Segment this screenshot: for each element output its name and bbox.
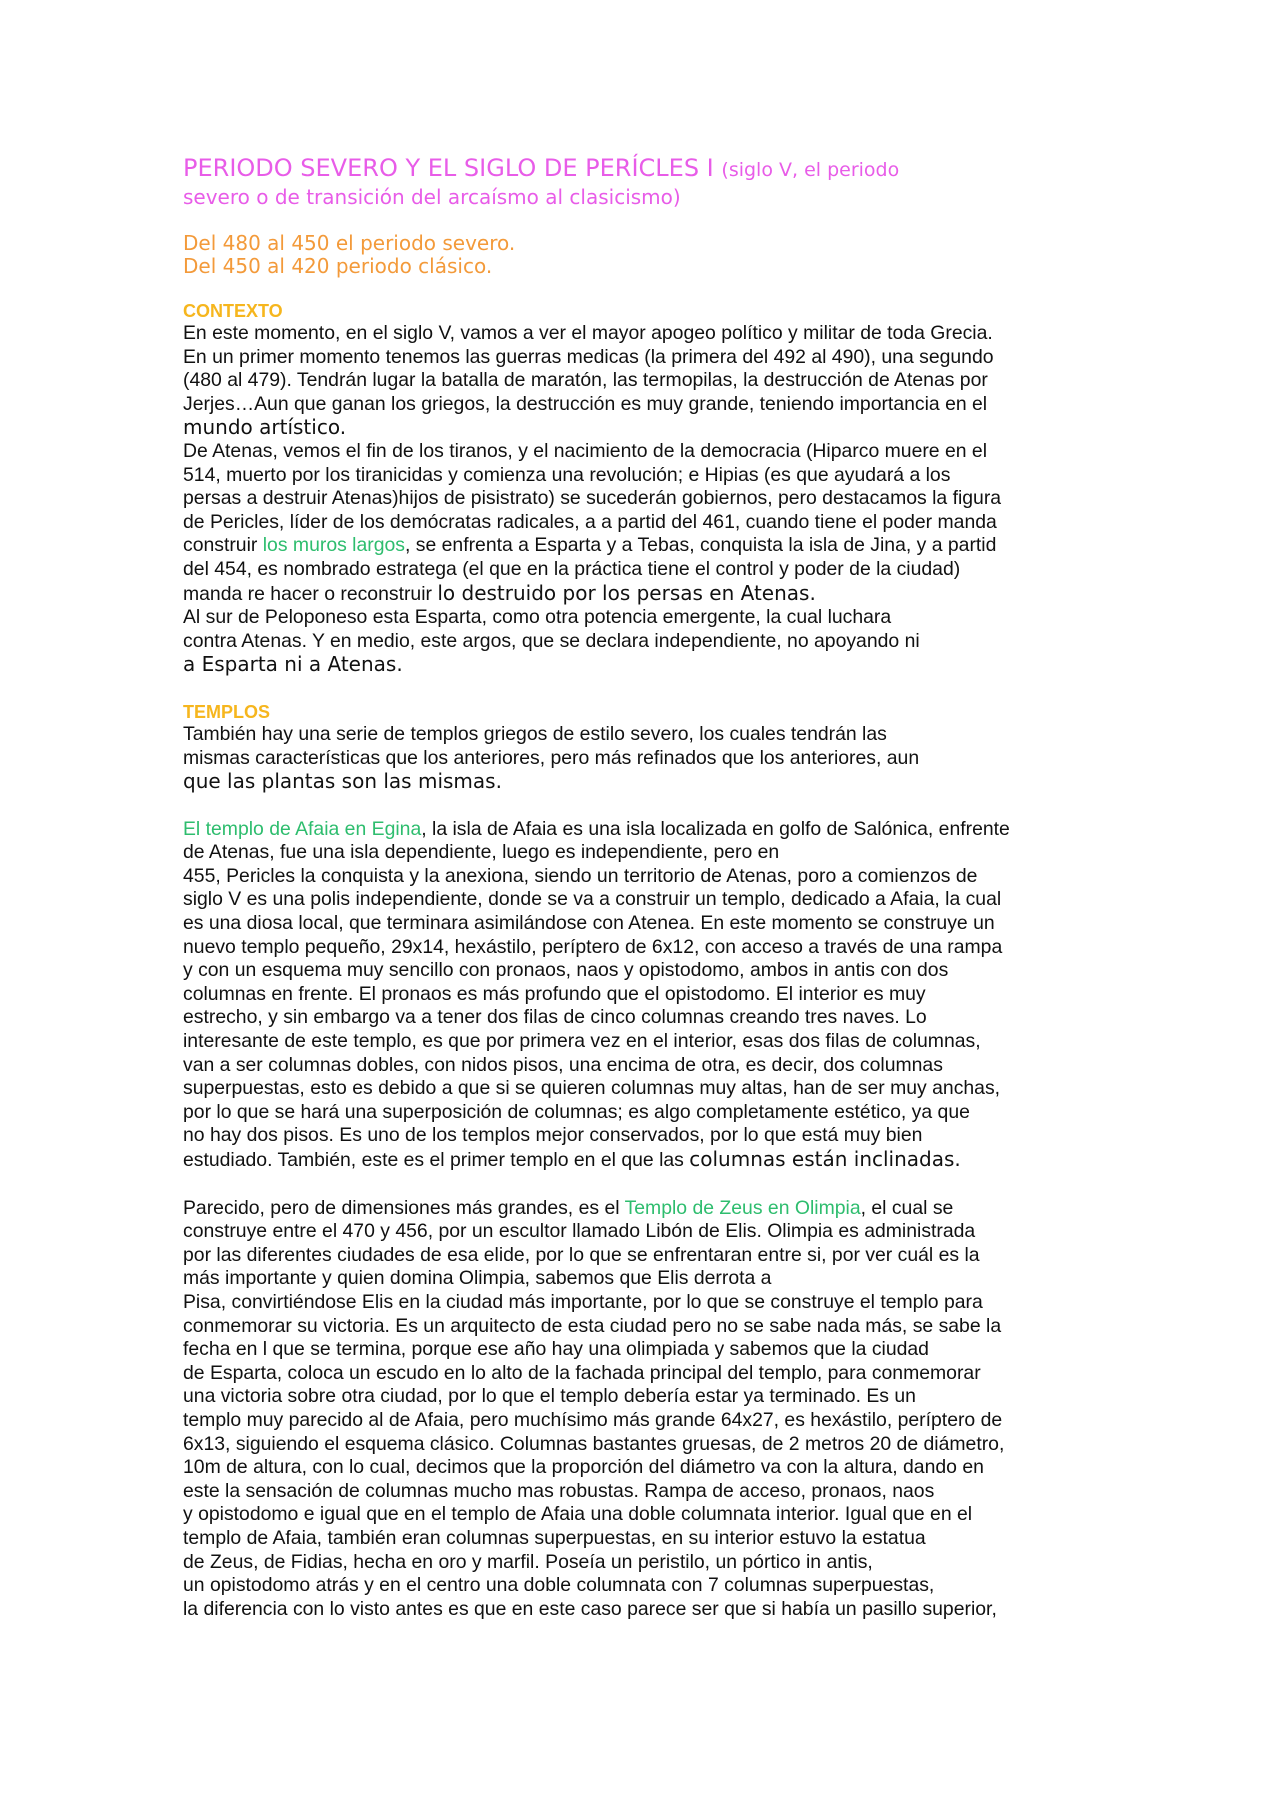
title-aside: (siglo V, el periodo xyxy=(721,159,900,181)
heading-contexto: CONTEXTO xyxy=(183,301,283,321)
text-line: van a ser columnas dobles, con nidos pisos, una encima de otra, es decir, dos columnas xyxy=(183,1053,943,1076)
date-ranges xyxy=(183,232,1103,278)
text-line: contra Atenas. Y en medio, este argos, que se declara independiente, no apoyando ni xyxy=(183,629,920,652)
text-line: de Atenas, fue una isla dependiente, luego es independiente, pero en xyxy=(183,841,780,864)
text-line: persas a destruir Atenas)hijos de pisistrato) se sucederán gobiernos, pero destacamos la figura xyxy=(183,487,1002,510)
text-line: siglo V es una polis independiente, donde se va a construir un templo, dedicado a Afaia, la cual xyxy=(183,888,1002,911)
text-segment: , la isla de Afaia es una isla localizada en golfo de Salónica, enfrente xyxy=(421,817,1010,840)
text-line: de Zeus, de Fidias, hecha en oro y marfil. Poseía un peristilo, un pórtico in antis, xyxy=(183,1550,873,1573)
text-segment: estudiado. También, este es el primer templo en el que las xyxy=(183,1149,690,1171)
text-line: Al sur de Peloponeso esta Esparta, como otra potencia emergente, la cual luchara xyxy=(183,606,892,629)
link-templo-afaia[interactable]: El templo de Afaia en Egina xyxy=(183,817,422,840)
text-line: que las plantas son las mismas. xyxy=(183,769,502,794)
text-line: Jerjes…Aun que ganan los griegos, la destrucción es muy grande, teniendo importancia en el xyxy=(183,392,988,415)
text-line: 514, muerto por los tiranicidas y comienza una revolución; e Hipias (es que ayudará a los xyxy=(183,463,951,486)
text-segment: , se enfrenta a Esparta y a Tebas, conquista la isla de Jina, y a partid xyxy=(405,534,997,557)
text-line: y opistodomo e igual que en el templo de Afaia una doble columnata interior. Igual que en el xyxy=(183,1503,973,1526)
text-line: superpuestas, esto es debido a que si se quieren columnas muy altas, han de ser muy anchas, xyxy=(183,1077,1001,1100)
text-line: templo de Afaia, también eran columnas superpuestas, en su interior estuvo la estatua xyxy=(183,1526,926,1549)
text-line: una victoria sobre otra ciudad, por lo que el templo debería estar ya terminado. Es un xyxy=(183,1385,916,1408)
text-line: nuevo templo pequeño, 29x14, hexástilo, períptero de 6x12, con acceso a través de una rampa xyxy=(183,935,1003,958)
text-line: del 454, es nombrado estratega (el que en la práctica tiene el control y poder de la ciudad) xyxy=(183,557,961,580)
text-line: este la sensación de columnas mucho mas robustas. Rampa de acceso, pronaos, naos xyxy=(183,1479,935,1502)
text-line: es una diosa local, que terminara asimilándose con Atenea. En este momento se construye un xyxy=(183,912,995,935)
date-range-clasico: Del 450 al 420 periodo clásico. xyxy=(183,254,493,278)
text-line: 6x13, siguiendo el esquema clásico. Columnas bastantes gruesas, de 2 metros 20 de diámetro, xyxy=(183,1432,1005,1455)
contexto-paragraph-2 xyxy=(183,440,1103,606)
text-line: por las diferentes ciudades de esa elide, por lo que se enfrentaran entre si, por ver cuál es la xyxy=(183,1243,980,1266)
text-line: de Esparta, coloca un escudo en lo alto de la fachada principal del templo, para conmemorar xyxy=(183,1361,981,1384)
text-line: fecha en l que se termina, porque ese año hay una olimpiada y sabemos que la ciudad xyxy=(183,1338,929,1361)
text-line: construye entre el 470 y 456, por un escultor llamado Libón de Elis. Olimpia es administrada xyxy=(183,1220,976,1243)
heading-templos: TEMPLOS xyxy=(183,701,271,722)
templos-intro xyxy=(183,723,1103,794)
text-segment: construir xyxy=(183,534,263,557)
text-segment: lo destruido por los persas en Atenas. xyxy=(437,580,816,605)
text-line: columnas en frente. El pronaos es más profundo que el opistodomo. El interior es muy xyxy=(183,982,926,1005)
title-main: PERIODO SEVERO Y EL SIGLO DE PERÍCLES I xyxy=(183,154,714,182)
date-range-severo: Del 480 al 450 el periodo severo. xyxy=(183,231,516,255)
text-line xyxy=(183,1197,1103,1221)
text-segment: manda re hacer o reconstruir xyxy=(183,582,438,605)
zeus-paragraph xyxy=(183,1197,1103,1622)
text-line: (480 al 479). Tendrán lugar la batalla de maratón, las termopilas, la destrucción de Atenas por xyxy=(183,369,988,392)
text-line: 10m de altura, con lo cual, decimos que la proporción del diámetro va con la altura, dando en xyxy=(183,1456,984,1479)
text-line: un opistodomo atrás y en el centro una doble columnata con 7 columnas superpuestas, xyxy=(183,1574,935,1597)
text-line: conmemorar su victoria. Es un arquitecto de esta ciudad pero no se sabe nada más, se sabe la xyxy=(183,1314,1002,1337)
text-line: la diferencia con lo visto antes es que en este caso parece ser que si había un pasillo superior, xyxy=(183,1597,997,1620)
text-line: mismas características que los anteriores, pero más refinados que los anteriores, aun xyxy=(183,746,920,769)
text-line: De Atenas, vemos el fin de los tiranos, y el nacimiento de la democracia (Hiparco muere en el xyxy=(183,439,988,462)
text-line xyxy=(183,818,1103,842)
text-line: mundo artístico. xyxy=(183,415,347,440)
text-line: En un primer momento tenemos las guerras medicas (la primera del 492 al 490), una segundo xyxy=(183,345,994,368)
text-segment: , el cual se xyxy=(860,1196,954,1219)
text-line xyxy=(183,582,1103,607)
text-line xyxy=(183,1148,1103,1173)
text-line: de Pericles, líder de los demócratas radicales, a a partid del 461, cuando tiene el poder manda xyxy=(183,510,997,533)
text-line: interesante de este templo, es que por primera vez en el interior, esas dos filas de columnas, xyxy=(183,1030,981,1053)
text-segment: Parecido, pero de dimensiones más grandes, es el xyxy=(183,1196,625,1219)
link-muros-largos[interactable]: los muros largos xyxy=(262,534,405,557)
text-line: templo muy parecido al de Afaia, pero muchísimo más grande 64x27, es hexástilo, períptero de xyxy=(183,1408,1003,1431)
text-line: estrecho, y sin embargo va a tener dos filas de cinco columnas creando tres naves. Lo xyxy=(183,1006,927,1029)
text-segment: columnas están inclinadas. xyxy=(689,1147,961,1171)
contexto-paragraph-1 xyxy=(183,322,1103,440)
document-page xyxy=(183,154,1103,1621)
text-line: por lo que se hará una superposición de columnas; es algo completamente estético, ya que xyxy=(183,1100,970,1123)
text-line: En este momento, en el siglo V, vamos a ver el mayor apogeo político y militar de toda Grecia. xyxy=(183,322,993,344)
text-line: no hay dos pisos. Es uno de los templos mejor conservados, por lo que está muy bien xyxy=(183,1124,923,1147)
text-line: 455, Pericles la conquista y la anexiona, siendo un territorio de Atenas, poro a comienzos de xyxy=(183,864,978,887)
contexto-paragraph-3 xyxy=(183,606,1103,677)
document-title xyxy=(183,154,1103,184)
text-line: y con un esquema muy sencillo con pronaos, naos y opistodomo, ambos in antis con dos xyxy=(183,959,949,982)
text-line: más importante y quien domina Olimpia, sabemos que Elis derrota a xyxy=(183,1267,772,1290)
text-line xyxy=(183,534,1103,558)
text-line: a Esparta ni a Atenas. xyxy=(183,652,403,677)
text-line: También hay una serie de templos griegos de estilo severo, los cuales tendrán las xyxy=(183,722,887,745)
link-templo-zeus[interactable]: Templo de Zeus en Olimpia xyxy=(624,1196,861,1219)
text-line: Pisa, convirtiéndose Elis en la ciudad más importante, por lo que se construye el templo para xyxy=(183,1290,983,1313)
afaia-paragraph xyxy=(183,818,1103,1173)
document-subtitle: severo o de transición del arcaísmo al clasicismo) xyxy=(183,185,681,209)
